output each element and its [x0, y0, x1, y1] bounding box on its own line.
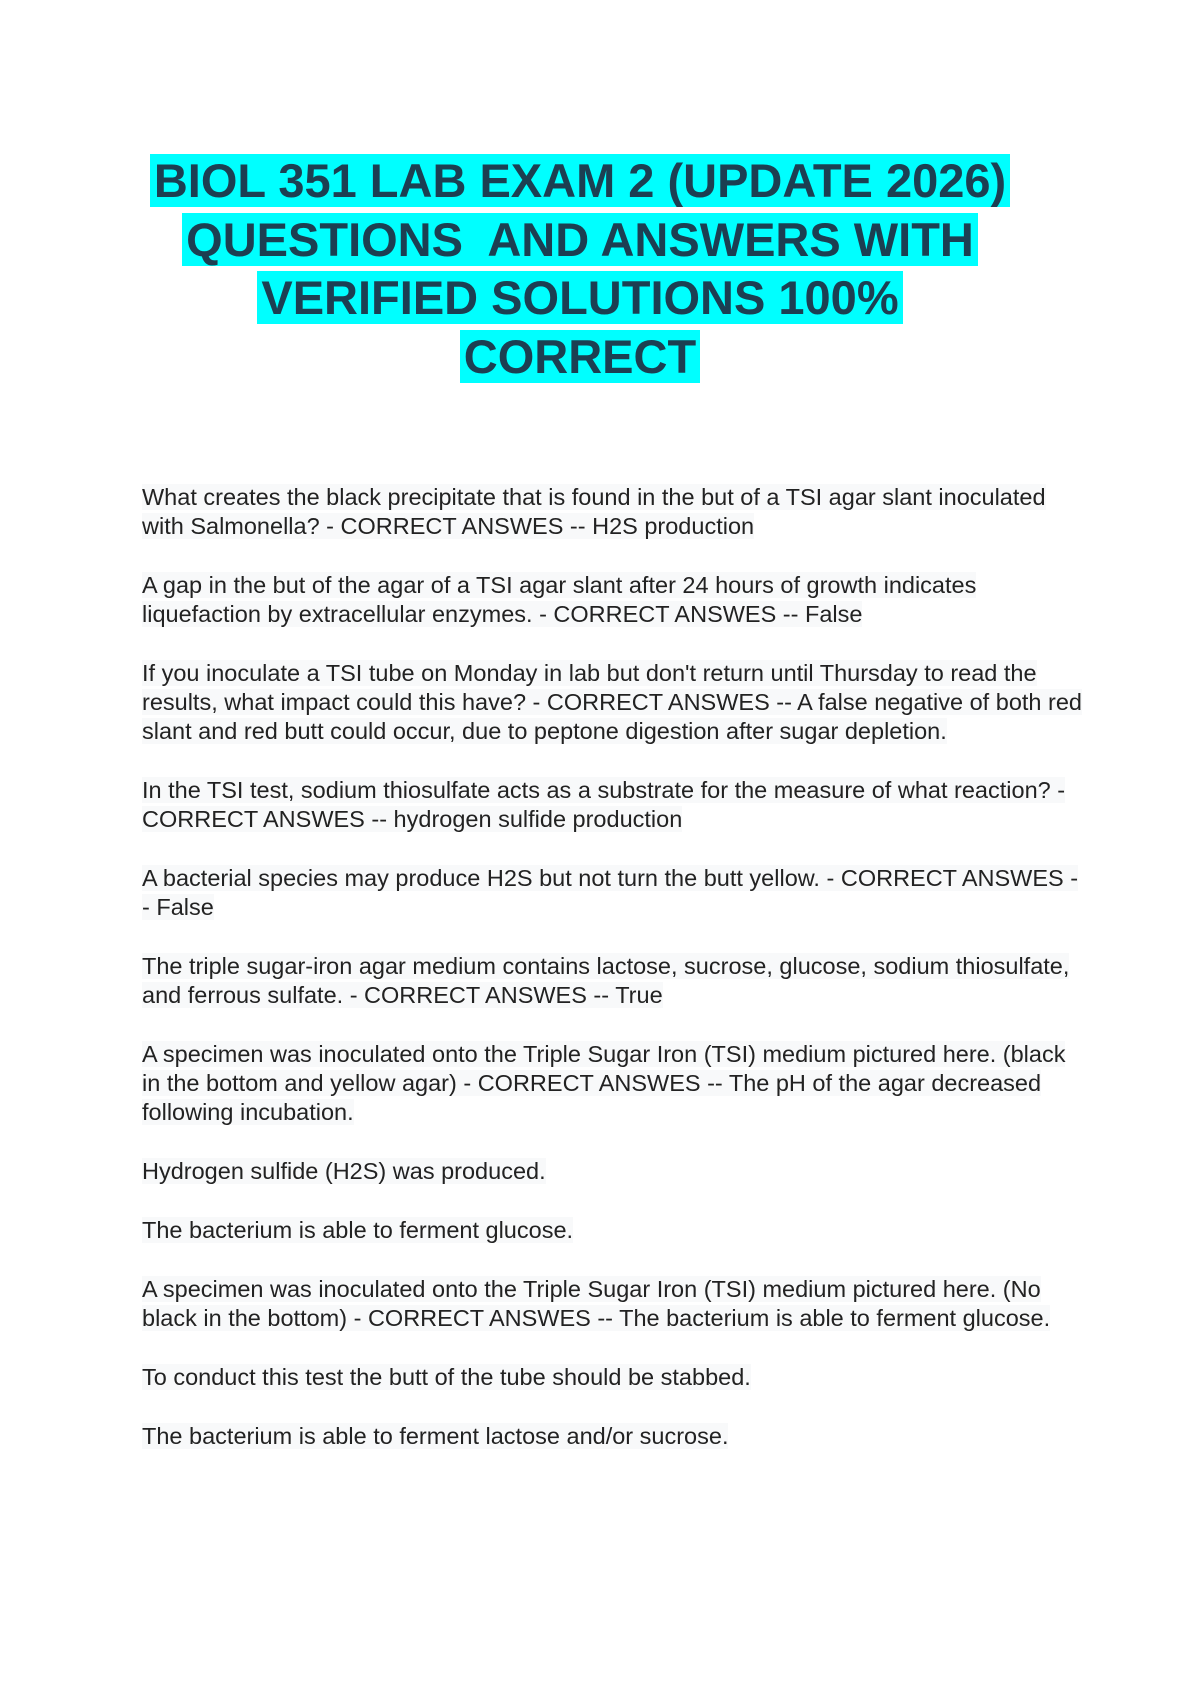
title-line: CORRECT	[120, 328, 1040, 387]
qa-paragraph: In the TSI test, sodium thiosulfate acts as a substrate for the measure of what reaction? - CORRECT ANSWES -- hydrogen sulfide production	[142, 777, 1066, 832]
qa-paragraph: What creates the black precipitate that is found in the but of a TSI agar slant inoculated with Salmonella? - CORRECT ANSWES -- H2S production	[142, 484, 1046, 539]
qa-paragraph: The triple sugar-iron agar medium contains lactose, sucrose, glucose, sodium thiosulfate, and ferrous sulfate. - CORRECT ANSWES -- True	[142, 953, 1070, 1008]
qa-paragraph: Hydrogen sulfide (H2S) was produced.	[142, 1158, 546, 1184]
qa-paragraph: A specimen was inoculated onto the Triple Sugar Iron (TSI) medium pictured here. (No black in the bottom) - CORRECT ANSWES -- The bacterium is able to ferment glucose.	[142, 1276, 1051, 1331]
qa-paragraph: A specimen was inoculated onto the Triple Sugar Iron (TSI) medium pictured here. (black in the bottom and yellow agar) - CORRECT ANSWES -- The pH of the agar decreased following incubation.	[142, 1041, 1066, 1125]
title-line: VERIFIED SOLUTIONS 100%	[120, 269, 1040, 328]
qa-paragraph: A gap in the but of the agar of a TSI agar slant after 24 hours of growth indicates liquefaction by extracellular enzymes. - CORRECT ANSWES -- False	[142, 572, 977, 627]
document-title	[120, 152, 1040, 386]
qa-paragraph: The bacterium is able to ferment glucose.	[142, 1217, 574, 1243]
title-line: BIOL 351 LAB EXAM 2 (UPDATE 2026)	[120, 152, 1040, 211]
qa-paragraph: A bacterial species may produce H2S but not turn the butt yellow. - CORRECT ANSWES -- False	[142, 865, 1079, 920]
qa-list	[142, 483, 1082, 1481]
title-line: QUESTIONS AND ANSWERS WITH	[120, 211, 1040, 270]
qa-paragraph: To conduct this test the butt of the tube should be stabbed.	[142, 1364, 751, 1390]
qa-paragraph: The bacterium is able to ferment lactose and/or sucrose.	[142, 1423, 729, 1449]
qa-paragraph: If you inoculate a TSI tube on Monday in lab but don't return until Thursday to read the results, what impact could this have? - CORRECT ANSWES -- A false negative of both red slant and red butt could occur, due to peptone digestion after sugar depletion.	[142, 660, 1082, 744]
